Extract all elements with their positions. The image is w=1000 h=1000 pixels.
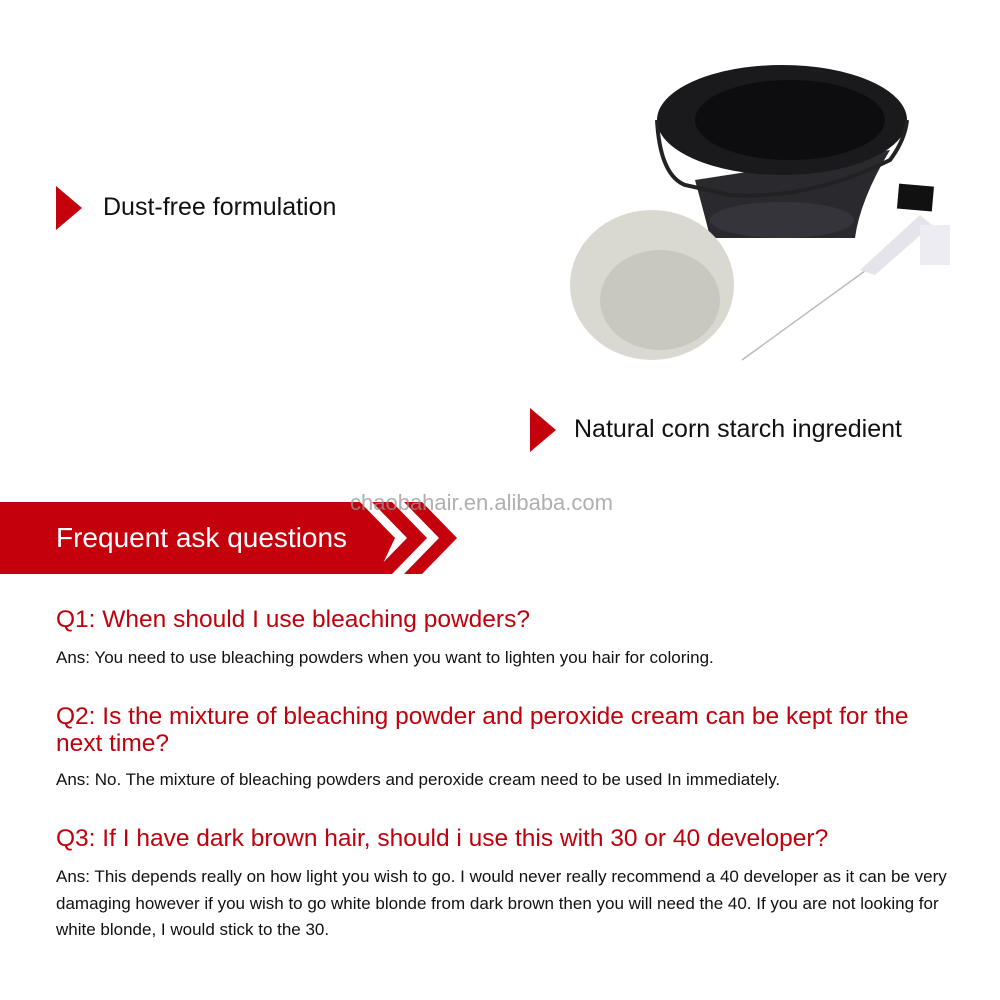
feature-corn-starch: Natural corn starch ingredient: [574, 415, 902, 443]
faq-banner-title: Frequent ask questions: [56, 522, 348, 553]
faq-question-3: Q3: If I have dark brown hair, should i use this with 30 or 40 developer?: [56, 825, 829, 852]
faq-question-1: Q1: When should I use bleaching powders?: [56, 606, 530, 633]
red-arrow-icon: [530, 408, 556, 452]
powder-pile-image: [570, 210, 734, 360]
product-image-bowl-powder-brush: [560, 60, 950, 370]
faq-question-2: Q2: Is the mixture of bleaching powder and peroxide cream can be kept for the next time?: [56, 703, 909, 757]
faq-answer-2: Ans: No. The mixture of bleaching powders and peroxide cream need to be used In immediately.: [56, 770, 781, 789]
faq-answer-3: Ans: This depends really on how light you wish to go. I would never really recommend a 40 developer as it can be very damaging however if you wish to go white blonde from dark brown then you will need the 40. If you are not looking for white blonde, I would stick to the 30.: [56, 867, 947, 939]
watermark: chaobahair.en.alibaba.com: [350, 490, 613, 515]
mixing-bowl-image: [657, 65, 907, 238]
red-arrow-icon: [56, 186, 82, 230]
faq-answer-1: Ans: You need to use bleaching powders when you want to lighten you hair for coloring.: [56, 648, 714, 667]
feature-dust-free: Dust-free formulation: [103, 193, 337, 221]
